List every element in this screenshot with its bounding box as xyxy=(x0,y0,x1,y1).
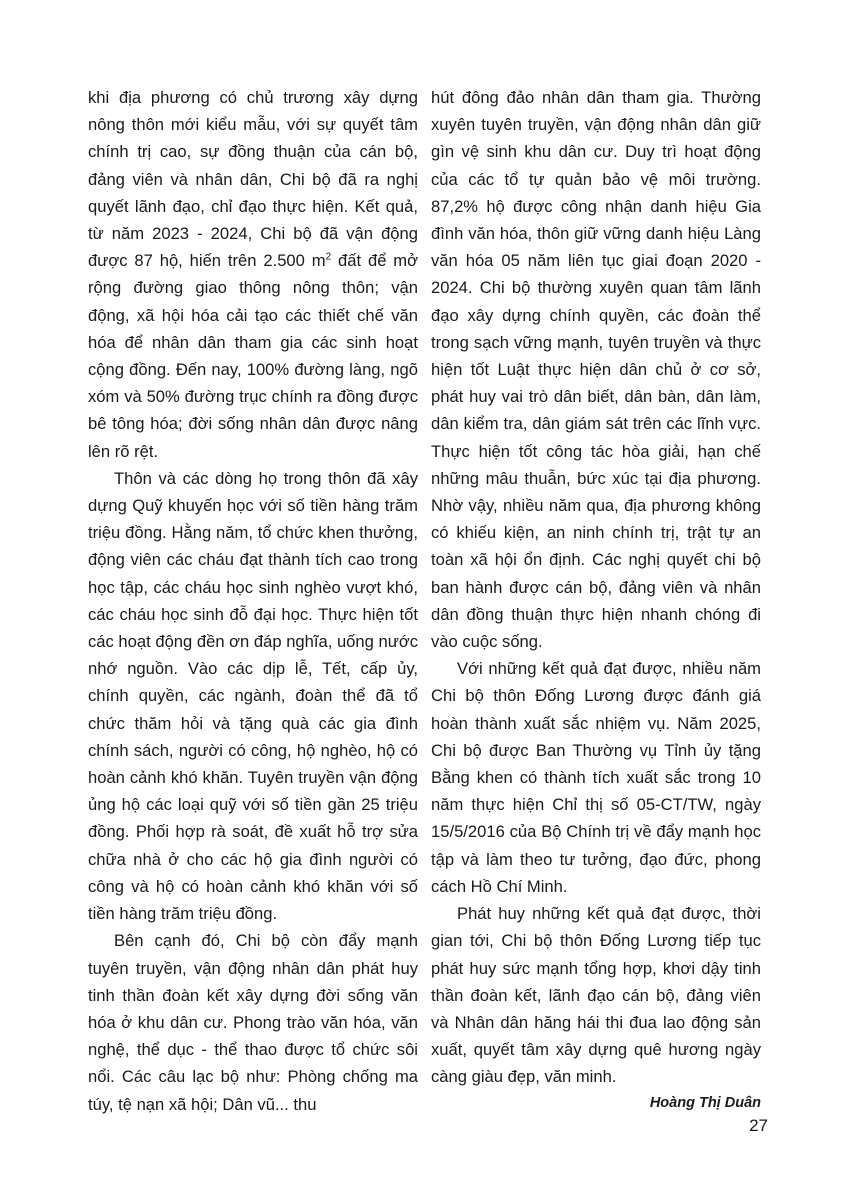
paragraph: hút đông đảo nhân dân tham gia. Thường xuyên tuyên truyền, vận động nhân dân giữ gìn vệ sinh khu dân cư. Duy trì hoạt động của các tổ tự quản bảo vệ môi trường. 87,2% hộ được công nhận danh hiệu Gia đình văn hóa, thôn giữ vững danh hiệu Làng văn hóa 05 năm liên tục giai đoạn 2020 - 2024. Chi bộ thường xuyên quan tâm lãnh đạo xây dựng chính quyền, các đoàn thể trong sạch vững mạnh, tuyên truyền và thực hiện tốt Luật thực hiện dân chủ ở cơ sở, phát huy vai trò dân biết, dân bàn, dân làm, dân kiểm tra, dân giám sát trên các lĩnh vực. Thực hiện tốt công tác hòa giải, hạn chế những mâu thuẫn, bức xúc tại địa phương. Nhờ vậy, nhiều năm qua, địa phương không có khiếu kiện, an ninh chính trị, trật tự an toàn xã hội ổn định. Các nghị quyết chi bộ ban hành được cán bộ, đảng viên và nhân dân đồng thuận thực hiện nhanh chóng đi vào cuộc sống. xyxy=(431,88,761,652)
paragraph: Phát huy những kết quả đạt được, thời gian tới, Chi bộ thôn Đống Lương tiếp tục phát huy sức mạnh tổng hợp, khơi dậy tinh thần đoàn kết, lãnh đạo cán bộ, đảng viên và Nhân dân hăng hái thi đua lao động sản xuất, quyết tâm xây dựng quê hương ngày càng giàu đẹp, văn minh. xyxy=(431,904,761,1087)
superscript: 2 xyxy=(325,251,332,263)
right-column xyxy=(431,84,761,1115)
paragraph: Thôn và các dòng họ trong thôn đã xây dựng Quỹ khuyến học với số tiền hàng trăm triệu đồng. Hằng năm, tổ chức khen thưởng, động viên các cháu đạt thành tích cao trong học tập, các cháu học sinh nghèo vượt khó, các cháu học sinh đỗ đại học. Thực hiện tốt các hoạt động đền ơn đáp nghĩa, uống nước nhớ nguồn. Vào các dịp lễ, Tết, cấp ủy, chính quyền, các ngành, đoàn thể đã tổ chức thăm hỏi và tặng quà các gia đình chính sách, người có công, hộ nghèo, hộ có hoàn cảnh khó khăn. Tuyên truyền vận động ủng hộ các loại quỹ với số tiền gần 25 triệu đồng. Phối hợp rà soát, đề xuất hỗ trợ sửa chữa nhà ở cho các hộ gia đình người có công và hộ có hoàn cảnh khó khăn với số tiền hàng trăm triệu đồng. xyxy=(88,468,418,924)
author-signature: Hoàng Thị Duân xyxy=(649,1094,761,1111)
page-number: 27 xyxy=(749,1116,768,1135)
left-column xyxy=(88,84,418,1118)
paragraph: Bên cạnh đó, Chi bộ còn đẩy mạnh tuyên truyền, vận động nhân dân phát huy tinh thần đoàn kết xây dựng đời sống văn hóa ở khu dân cư. Phong trào văn hóa, văn nghệ, thể dục - thể thao được tổ chức sôi nổi. Các câu lạc bộ như: Phòng chống ma túy, tệ nạn xã hội; Dân vũ... thu xyxy=(88,931,418,1114)
paragraph: Với những kết quả đạt được, nhiều năm Chi bộ thôn Đống Lương được đánh giá hoàn thành xuất sắc nhiệm vụ. Năm 2025, Chi bộ được Ban Thường vụ Tỉnh ủy tặng Bằng khen có thành tích xuất sắc trong 10 năm thực hiện Chỉ thị số 05-CT/TW, ngày 15/5/2016 của Bộ Chính trị về đẩy mạnh học tập và làm theo tư tưởng, đạo đức, phong cách Hồ Chí Minh. xyxy=(431,659,761,896)
paragraph: khi địa phương có chủ trương xây dựng nông thôn mới kiểu mẫu, với sự quyết tâm chính trị cao, sự đồng thuận của cán bộ, đảng viên và nhân dân, Chi bộ đã ra nghị quyết lãnh đạo, chỉ đạo thực hiện. Kết quả, từ năm 2023 - 2024, Chi bộ đã vận động được 87 hộ, hiến trên 2.500 $m^2$ đất để mở rộng đường giao thông nông thôn; vận động, xã hội hóa cải tạo các thiết chế văn hóa để nhân dân tham gia các sinh hoạt cộng đồng. Đến nay, 100% đường làng, ngõ xóm và 50% đường trục chính ra đồng được bê tông hóa; đời sống nhân dân được nâng lên rõ rệt. xyxy=(88,88,419,461)
